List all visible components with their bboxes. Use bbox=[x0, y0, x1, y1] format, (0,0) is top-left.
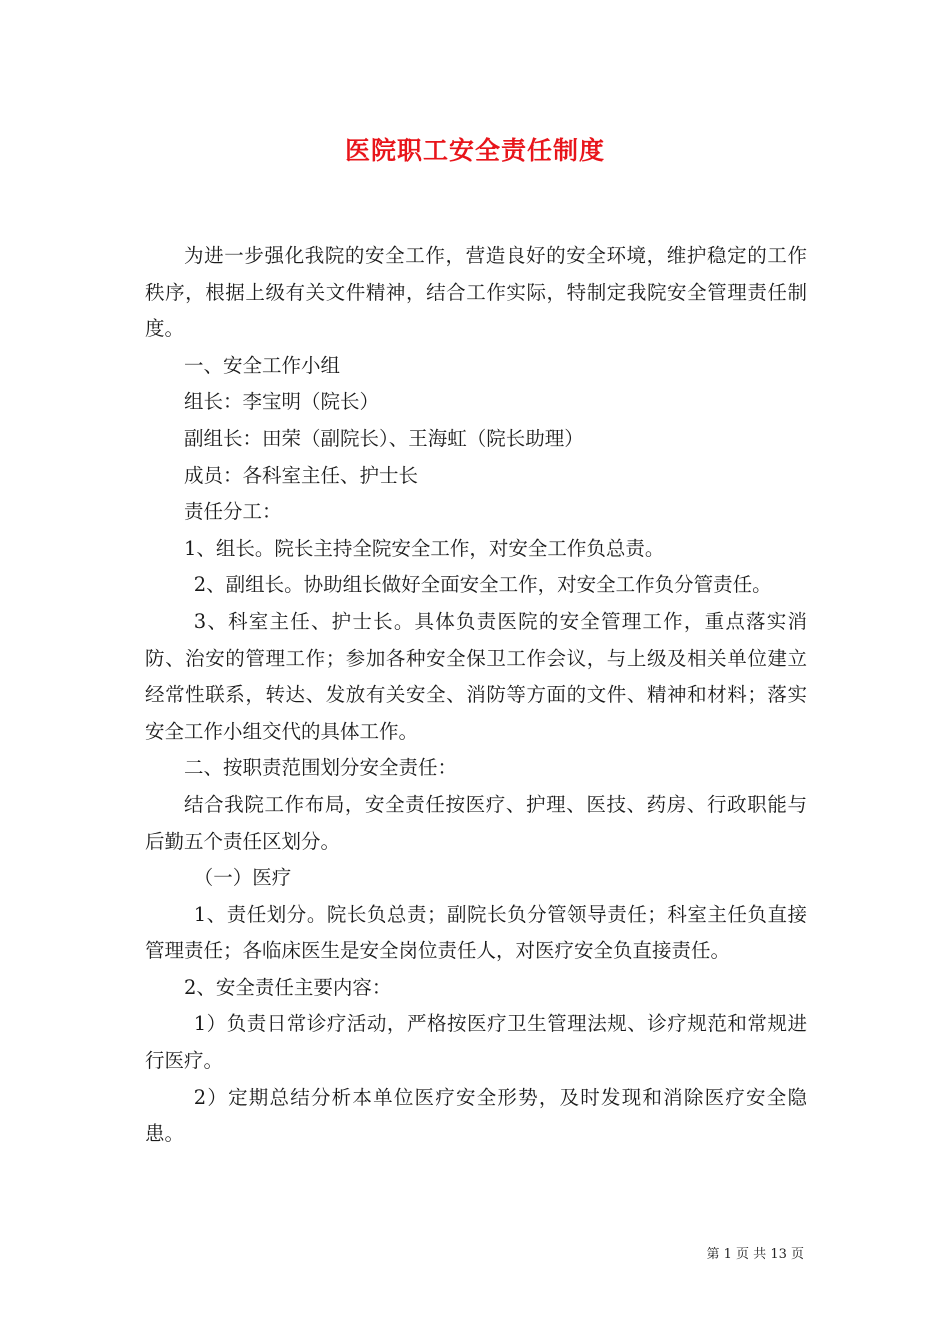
paragraph: 责任分工： bbox=[184, 500, 282, 524]
paragraph: 2、副组长。协助组长做好全面安全工作，对安全工作负分管责任。 bbox=[193, 573, 772, 597]
document-body bbox=[145, 238, 807, 1153]
paragraph: 2、安全责任主要内容： bbox=[184, 975, 392, 999]
paragraph: 组长：李宝明（院长） bbox=[184, 390, 380, 414]
page-number: 第 1 页 共 13 页 bbox=[706, 1247, 804, 1262]
intro-paragraph: 为进一步强化我院的安全工作，营造良好的安全环境，维护稳定的工作秩序，根据上级有关文件精神，结合工作实际，特制定我院安全管理责任制度。 bbox=[145, 244, 807, 341]
paragraph: 1）负责日常诊疗活动，严格按医疗卫生管理法规、诊疗规范和常规进行医疗。 bbox=[145, 1012, 807, 1073]
paragraph: 结合我院工作布局，安全责任按医疗、护理、医技、药房、行政职能与后勤五个责任区划分。 bbox=[145, 792, 807, 853]
section-heading: 一、安全工作小组 bbox=[184, 353, 341, 377]
paragraph: 2）定期总结分析本单位医疗安全形势，及时发现和消除医疗安全隐患。 bbox=[145, 1085, 807, 1146]
section-heading: 二、按职责范围划分安全责任： bbox=[184, 756, 458, 780]
paragraph: 1、责任划分。院长负总责；副院长负分管领导责任；科室主任负直接管理责任；各临床医生是安全岗位责任人，对医疗安全负直接责任。 bbox=[145, 902, 807, 963]
paragraph: 3、科室主任、护士长。具体负责医院的安全管理工作，重点落实消防、治安的管理工作；参加各种安全保卫工作会议，与上级及相关单位建立经常性联系，转达、发放有关安全、消防等方面的文件、精神和材料；落实安全工作小组交代的具体工作。 bbox=[145, 609, 807, 743]
document-title: 医院职工安全责任制度 bbox=[344, 136, 605, 165]
paragraph: 副组长：田荣（副院长）、王海虹（院长助理） bbox=[184, 426, 584, 450]
subsection-heading: （一）医疗 bbox=[193, 866, 292, 890]
paragraph: 1、组长。院长主持全院安全工作，对安全工作负总责。 bbox=[184, 536, 665, 560]
paragraph: 成员：各科室主任、护士长 bbox=[184, 463, 419, 487]
